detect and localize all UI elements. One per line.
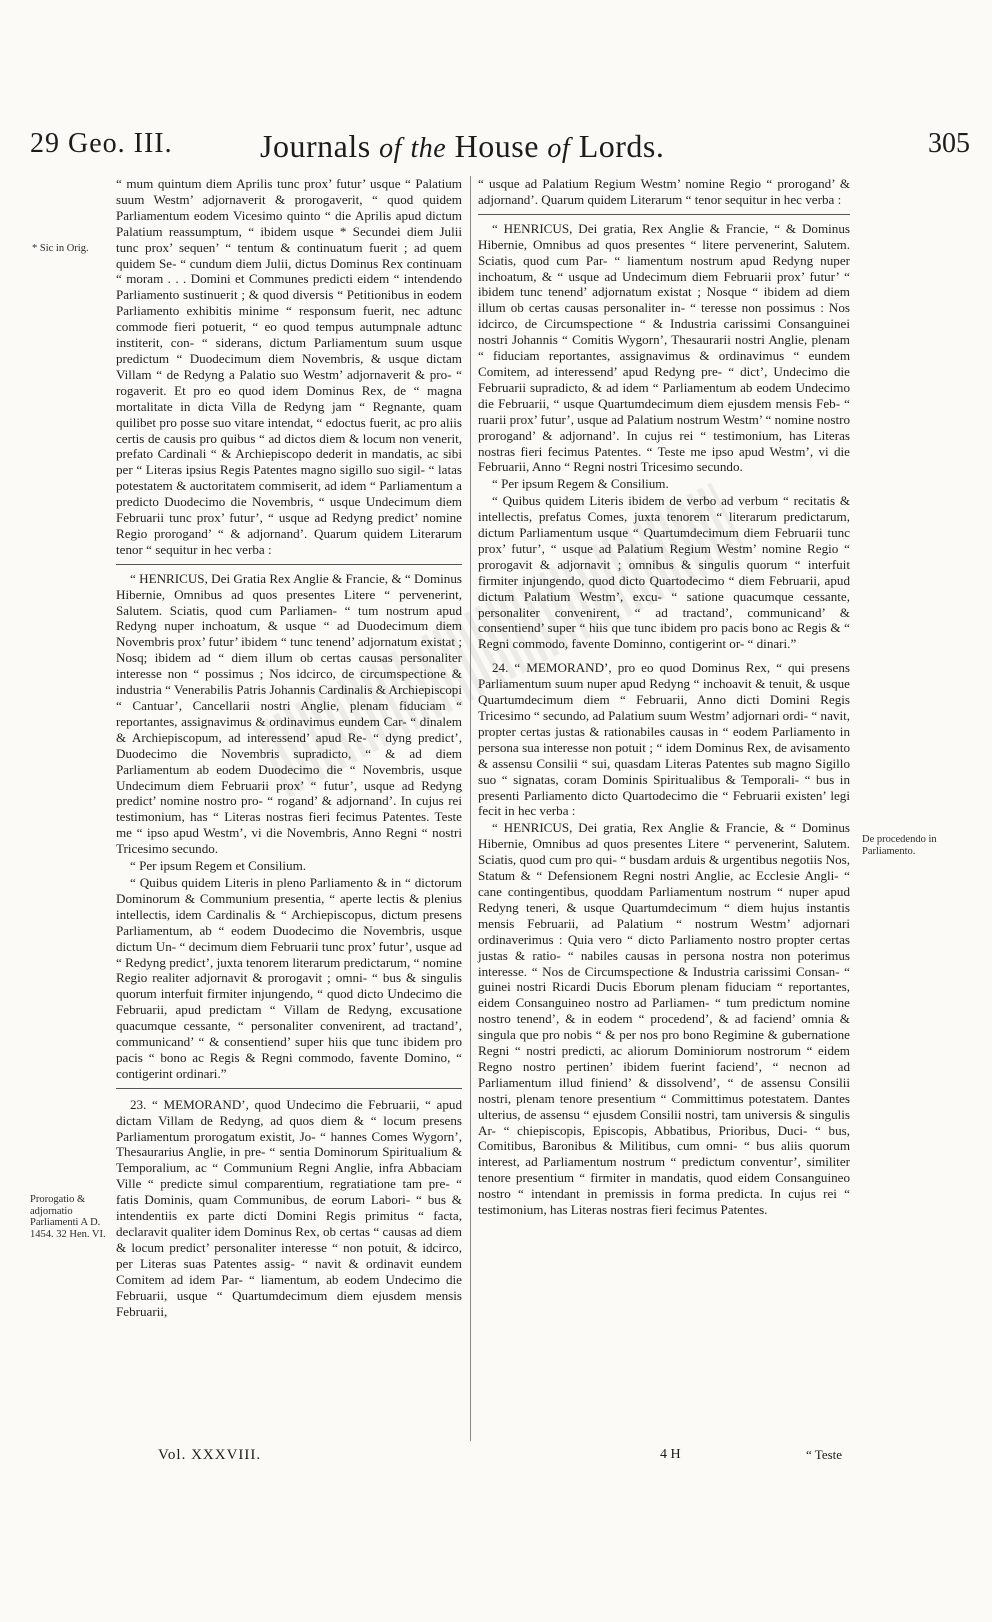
column-rule	[470, 176, 471, 1441]
right-divider-1	[478, 214, 850, 215]
left-paragraph-5: 23. “ MEMORAND’, quod Undecimo die Februarii, “ apud dictam Villam de Redyng, ad quos diem & “ locum presens Parliamentum prorogatum existit, Jo- “ hannes Comes Wygorn’, Thesaurarius Anglie, in pre- “ sentia Dominorum Spiritualium & Temporalium, ac “ Communium Regni Anglie, infra Abbaciam Ville “ predicte simul comparentium, regratiatione tam pre- “ fatis Dominis, quam Communibus, de eorum Labori- “ bus & intendentiis ex parte dicti Domini Regis primitus “ facta, declaravit qualiter idem Dominus Rex, ob certas “ causas ad diem & locum predict’ personaliter interesse “ non potuit, & idcirco, per Literas suas Patentes assig- “ navit & ordinavit eundem Comitem ad idem Par- “ liamentum, ab eodem Undecimo die Februarii, usque “ Quartumdecimum diem ejusdem mensis Februarii,	[116, 1096, 462, 1319]
title-word-house: House	[454, 128, 539, 164]
footer-signature: 4 H	[660, 1447, 681, 1462]
right-paragraph-2: “ HENRICUS, Dei gratia, Rex Anglie & Francie, “ & Dominus Hibernie, Omnibus ad quos presentes “ litere pervenerint, Salutem. Sciatis, quod cum Par- “ liamentum nostrum apud Redyng nuper inchoatum, & “ usque ad Undecimum diem Februarii prox’ futur’ “ ibidem tunc tenend’ adjornatum existat ; Nosque “ ibidem ad diem illum ob certas causas personaliter in- “ teresse non possimus : Nos idcirco, de Circumspectione “ & Industria carissimi Consanguinei nostri Johannis “ Comitis Wygorn’, Thesaurarii nostri Anglie, plenam “ fiduciam reportantes, assignavimus & ordinavimus “ eundem Comitem, ad interessend’ apud Redyng pre- “ dict’, Undecimo die Februarii supradicto, & ad idem “ Parliamentum ab eodem Undecimo die Februarii, “ usque Quartumdecimum diem ejusdem mensis Feb- “ ruarii prox’ futur’, usque ad Palatium nostrum Westm’ “ nomine nostro prorogand’ & adjornand’. In cujus rei “ testimonium, has Literas nostras fieri fecimus Patentes. “ Teste me ipso apud Westm’, vi die Februarii, Anno “ Regni nostri Tricesimo secundo.	[478, 220, 850, 475]
title-word-the: the	[410, 133, 447, 164]
regnal-year: 29 Geo. III.	[30, 128, 173, 159]
left-paragraph-2: “ HENRICUS, Dei Gratia Rex Anglie & Francie, & “ Dominus Hibernie, Omnibus ad quos presentes Litere “ pervenerint, Salutem. Sciatis, quod cum Parliamen- “ tum nostrum apud Redyng nuper inchoatum, & usque “ ad Duodecimum diem Novembris prox’ futur’ ibidem “ tunc tenend’ adjornatum existat ; Nosq; ibidem ad “ diem illum ob certas causas personaliter interesse non “ possimus ; Nos idcirco, de circumspectione & industria “ Venerabilis Patris Johannis Cardinalis & Archiepiscopi “ Cantuar’, Cancellarii nostri Anglie, plenam fiduciam “ reportantes, assignavimus & ordinavimus eundem Car- “ dinalem & Archiepiscopum, ad interessend’ apud Re- “ dyng predict’, Duodecimo die Novembris supradicto, “ & ad diem Parliamentum ab eodem Duodecimo die “ Novembris, usque Undecimum diem Februarii prox’ “ futur’, usque ad Redyng predict’ nomine nostro pro- “ rogand’ & adjornand’. In cujus rei testimonium, has “ Literas nostras fieri fecimus Patentes. Teste me “ ipso apud Westm’, vi die Novembris, Anno Regni “ nostri Tricesimo secundo.	[116, 570, 462, 857]
title-word-of-2: of	[547, 133, 571, 164]
title-word-lords: Lords.	[578, 128, 665, 164]
left-paragraph-4: “ Quibus quidem Literis in pleno Parliamento & in “ dictorum Dominorum & Communium presentia, “ aperte lectis & plenius intellectis, idem Cardinalis & “ Archiepiscopus, dictum presens Parliamentum, ab “ eodem Duodecimo die Novembris, usque dictum Un- “ decimum diem Februarii tunc prox’ futur’, usque ad “ Redyng predict’, juxta tenorem literarum predictarum, “ nomine Regio realiter adjornavit & prorogavit ; omni- “ bus & singulis quorum interfuit firmiter injungendo, “ quod dicto Undecimo die Februarii, apud predictam “ Villam de Redyng, excusatione quacumque cessante, “ personaliter convenirent, ad tractand’, communicand’ “ & consentiend’ super hiis que tunc ibidem pro pacis “ bono ac Regis & Regni commodo, favente Domino, “ contigerint ordinari.”	[116, 874, 462, 1081]
left-paragraph-1: “ mum quintum diem Aprilis tunc prox’ futur’ usque “ Palatium suum Westm’ adjornaverit & prorogaverit, “ quod quidem Parliamentum eodem Vicesimo quinto “ die Aprilis apud dictum Palatium reassumptum, “ ibidem usque * Secundei diem Julii tunc prox’ sequen’ “ tentum & continuatum fuerit ; ad quem quidem Se- “ cundum diem Julii, dictus Dominus Rex continuam “ moram . . . Domini et Communes predicti eidem “ intendendo Parliamento sustinuerit ; & quod diversis “ Petitionibus in eodem Parliamento exhibitis minime “ responsum fuerit, nec adtunc commode fieri potuerit, “ eo quod tempus autumpnale adtunc institerit, con- “ siderans, dictum Parliamentum suum usque predictum “ Duodecimum diem Novembris, & usque dictam Villam “ de Redyng a Palatio suo Westm’ adjornaverit & pro- “ rogaverit. Et pro eo quod idem Dominus Rex, de “ magna mortalitate in dicta Villa de Redyng jam “ Regnante, quam quilibet pro posse suo vitare intendat, “ edoctus fuerit, ac pro aliis certis de causis pro quibus “ ad dictos diem & locum non venerit, prefato Cardinali “ & Archiepiscopo dederit in mandatis, ac sibi per “ Literas ipsius Regis Patentes magno sigillo suo sigil- “ latas potestatem & auctoritatem commiserit, ad idem “ Parliamentum a predicto Duodecimo die Novembris, “ usque Undecimum diem Februarii tunc prox’ futur’, “ usque ad Redyng predict’ nomine Regio prorogand’ “ & adjornand’. Quarum quidem Literarum tenor “ sequitur in hec verba :	[116, 176, 462, 557]
title-word-of: of	[379, 133, 402, 164]
footer-volume: Vol. XXXVIII.	[158, 1447, 262, 1463]
left-paragraph-3: “ Per ipsum Regem et Consilium.	[130, 858, 307, 874]
page-number: 305	[928, 128, 970, 159]
left-divider-2	[116, 1088, 462, 1089]
right-paragraph-6: “ HENRICUS, Dei gratia, Rex Anglie & Francie, & “ Dominus Hibernie, Omnibus ad quos presentes Litere “ pervenerint, Salutem. Sciatis, quod cum pro qui- “ busdam arduis & urgentibus negotiis Nos, Statum & “ Defensionem Regni nostri Anglie, ac Ecclesie Angli- “ cane contingentibus, quoddam Parliamentum nostrum “ nuper apud Redyng teneri, & usque Quartumdecimum “ diem hujus instantis mensis Februarii, ad Palatium “ nostrum Westm’ adjornari ordinaverimus : Quia vero “ dicto Parliamento nostro propter certas justas & ratio- “ nabiles causas in persona nostra non poterimus interesse. “ Nos de Circumspectione & Industria carissimi Consan- “ guinei nostri Ricardi Ducis Eborum plenam fiduciam “ reportantes, eidem Consanguineo nostro ad Parliamen- “ tum predictum nomine nostro tenend’, & in eodem “ procedend’, & ad faciend’ omnia & singula que pro nobis “ & per nos pro bono Regimine & gubernatione Regni “ nostri predicti, ac aliorum Dominiorum nostrorum “ eidem Regno nostro pertinen’ ibidem fuerint faciend’, “ necnon ad Parliamentum illud finiend’ & dissolvend’, “ de assensu Consilii nostri, plenam tenore presentium “ Committimus potestatem. Dantes ulterius, de assensu “ ejusdem Consilii nostri, tam universis & singulis Ar- “ chiepiscopis, Episcopis, Abbatibus, Prioribus, Duci- “ bus, Comitibus, Baronibus & Militibus, cum omni- “ bus aliis quorum interest, ad Parliamentum nostrum “ predictum conventur’, similiter tenore presentium “ firmiter in mandatis, quod eidem Consanguineo nostro “ intendant in premissis in forma predicta. In cujus rei “ testimonium, has Literas nostras fieri fecimus Patentes.	[478, 820, 850, 1218]
margin-note-procedendo: De procedendo in Parliamento.	[862, 834, 937, 857]
right-paragraph-3: “ Per ipsum Regem & Consilium.	[492, 476, 669, 492]
title-word-journals: Journals	[260, 128, 371, 164]
right-paragraph-4: “ Quibus quidem Literis ibidem de verbo ad verbum “ recitatis & intellectis, prefatus Comes, juxta tenorem “ literarum predictarum, dictum Parliamentum usque “ Quartumdecimum diem Februarii tunc prox’ futur’, “ usque ad Palatium Regium Westm’ nomine Regio “ prorogavit & adjornavit ; omnibus & singulis quorum “ interfuit firmiter injungendo, quod dicto Quartodecimo “ diem Februarii, apud dictum Palatium Westm’, excu- “ satione quacumque cessante, personaliter convenirent, “ ad tractand’, communicand’ & consentiend’ super “ hiis que tunc ibidem pro pacis bono ac Regis & “ Regni commodo, favente Dominno, contigerint or- “ dinari.”	[478, 493, 850, 652]
left-divider-1	[116, 564, 462, 565]
margin-note-prorogatio: Prorogatio & adjornatio Parliamenti A D. 1454. 32 Hen. VI.	[30, 1194, 106, 1240]
margin-note-sic: * Sic in Orig.	[32, 243, 89, 254]
right-paragraph-1: “ usque ad Palatium Regium Westm’ nomine Regio “ prorogand’ & adjornand’. Quarum quidem Literarum “ tenor sequitur in hec verba :	[478, 176, 850, 207]
footer-catchword: “ Teste	[806, 1447, 843, 1462]
left-column	[116, 176, 462, 1319]
right-paragraph-5: 24. “ MEMORAND’, pro eo quod Dominus Rex, “ qui presens Parliamentum suum nuper apud Redyng “ inchoavit & tenuit, & usque Quartumdecimum diem “ Februarii, Anno dicti Domini Regis Tricesimo “ secundo, ad Palatium suum Westm’ adjornari ordi- “ navit, propter certas justas & rationabiles causas in “ eodem Parliamento in persona sua interesse non potuit ; “ idem Dominus Rex, de avisamento & assensu Consilii “ sui, quasdam Literas Patentes sub magno Sigillo suo “ signatas, coram Dominis Spiritualibus & Temporali- “ bus in presenti Parliamento dicto Quartodecimo die “ Februarii existen’ legi fecit in hec verba :	[478, 660, 850, 819]
right-column	[478, 176, 850, 1218]
page-header	[30, 128, 970, 168]
journal-title	[260, 128, 664, 165]
